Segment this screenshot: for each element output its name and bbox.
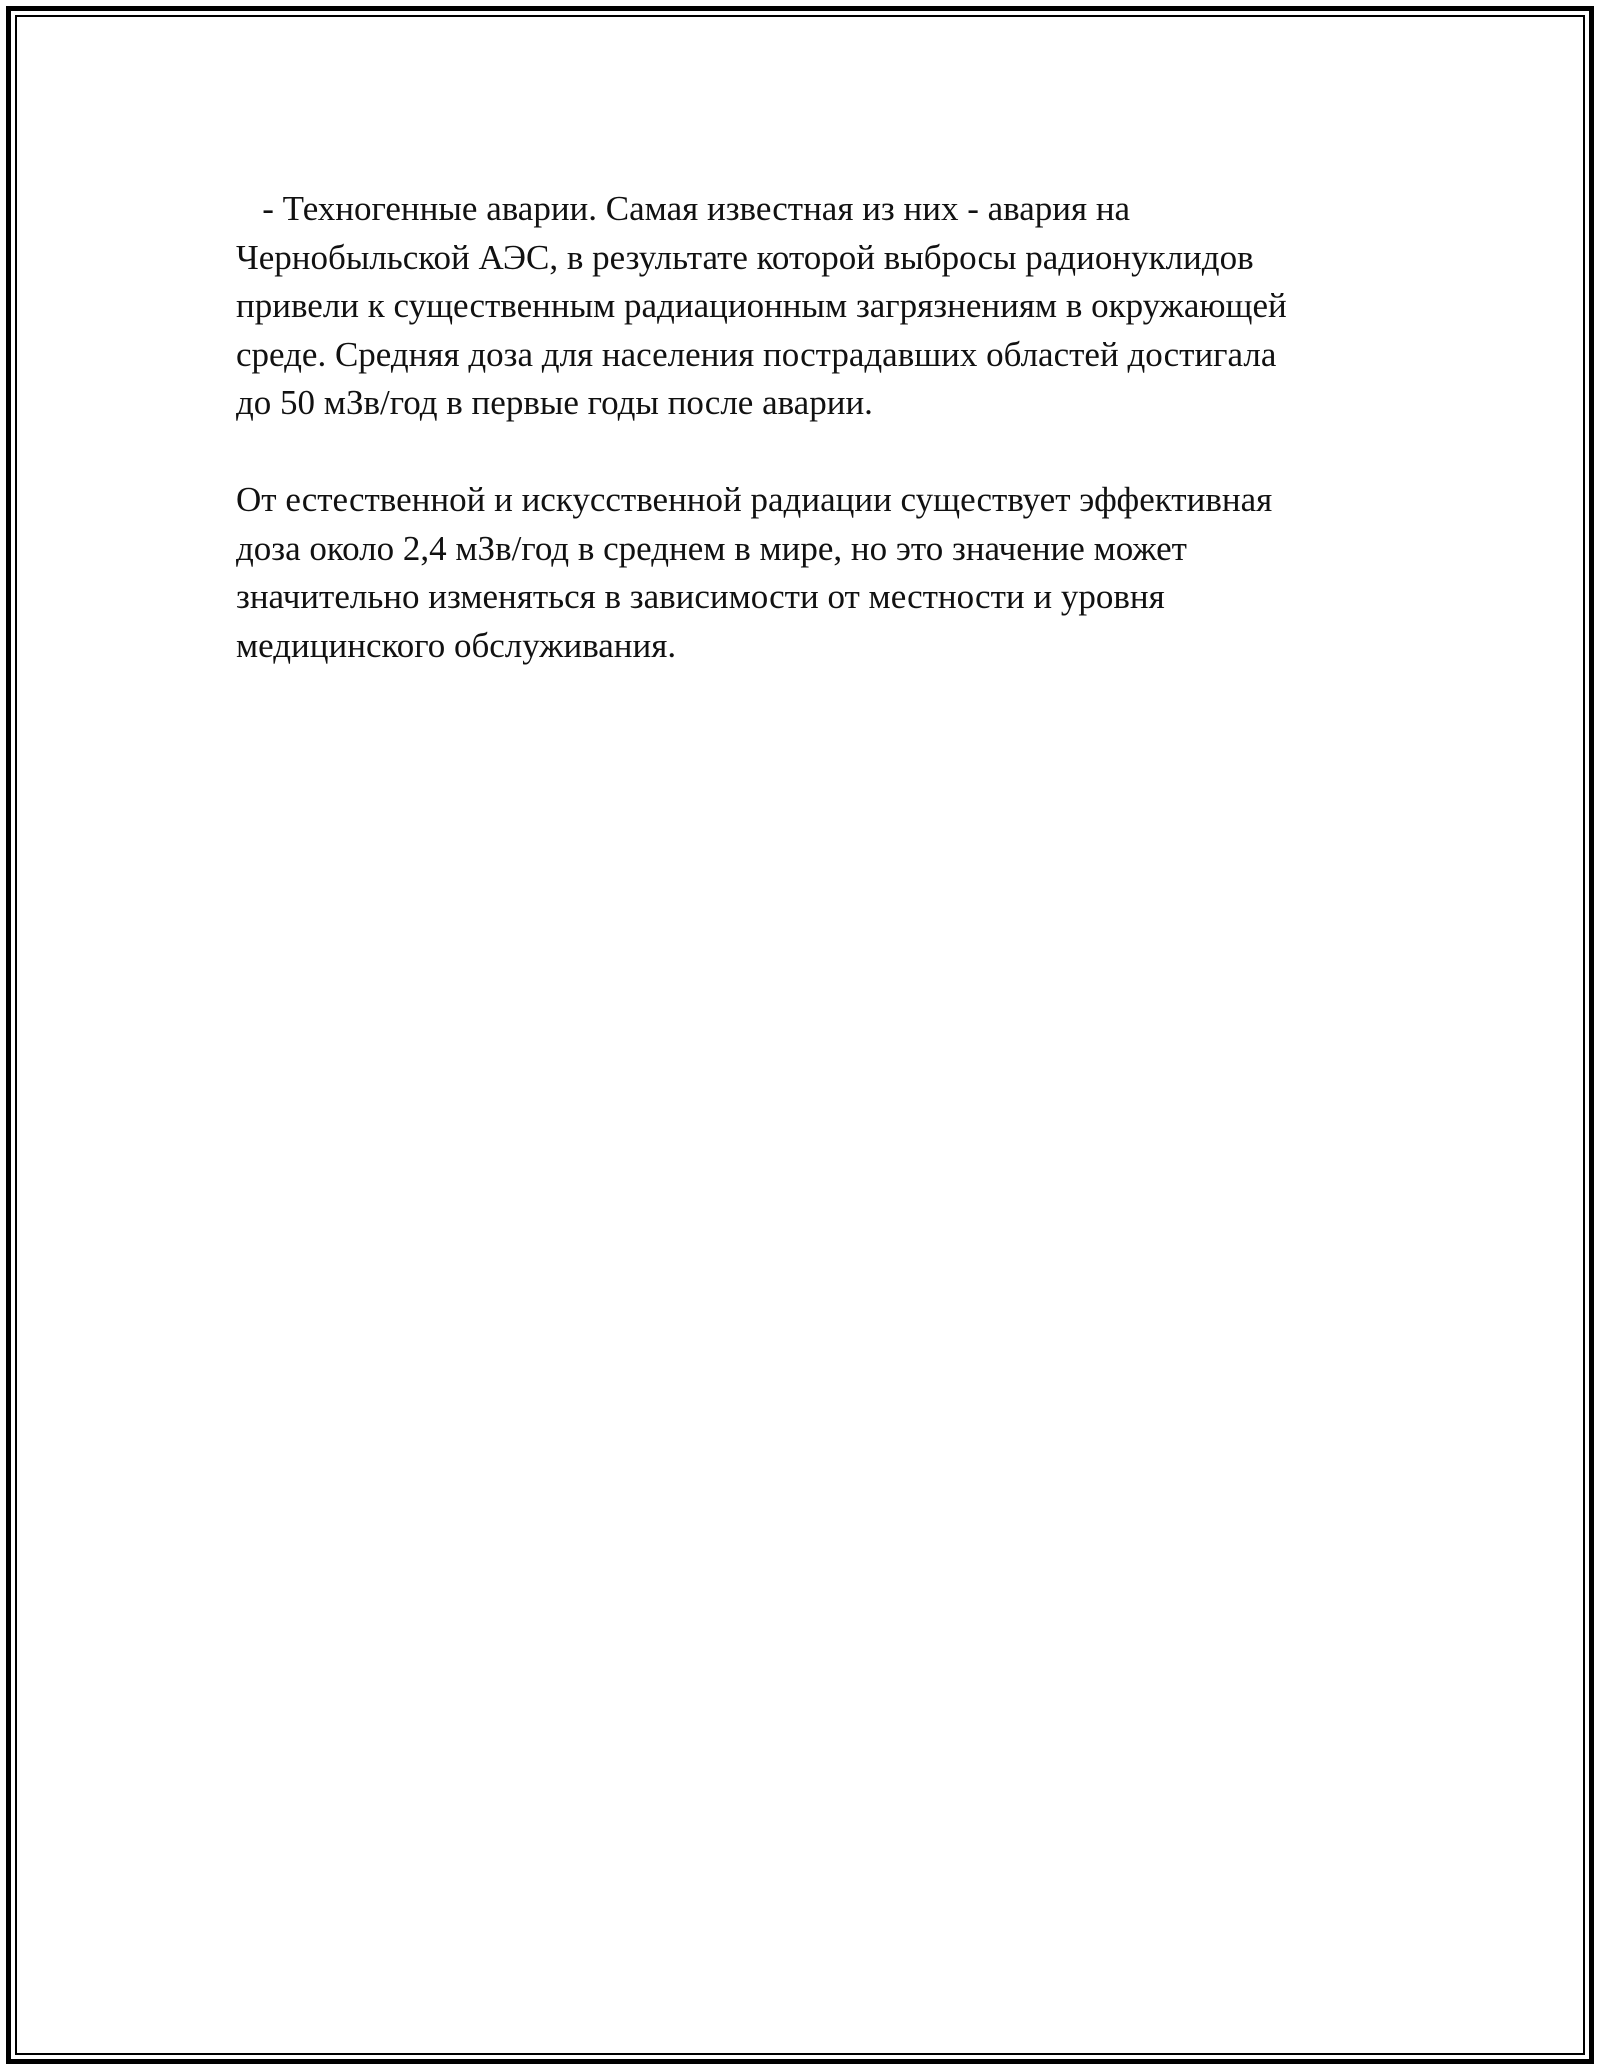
text-line: значительно изменяться в зависимости от местности и уровня <box>236 577 1165 616</box>
paragraph-effective-dose <box>236 476 1356 670</box>
text-line: Чернобыльской АЭС, в результате которой выбросы радионуклидов <box>236 237 1254 277</box>
text-line: медицинского обслуживания. <box>236 625 677 665</box>
paragraph-technogenic-accidents <box>236 185 1356 428</box>
text-line: до 50 мЗв/год в первые годы после аварии. <box>236 383 873 422</box>
text-line: доза около 2,4 мЗв/год в среднем в мире, но это значение может <box>236 528 1187 568</box>
text-line: среде. Средняя доза для населения пострадавших областей достигала <box>236 334 1277 374</box>
text-line: От естественной и искусственной радиации существует эффективная <box>236 480 1273 519</box>
document-body <box>236 185 1356 670</box>
text-line: привели к существенным радиационным загрязнениям в окружающей <box>236 286 1287 325</box>
text-line: - Техногенные аварии. Самая известная из них - авария на <box>236 189 1131 228</box>
